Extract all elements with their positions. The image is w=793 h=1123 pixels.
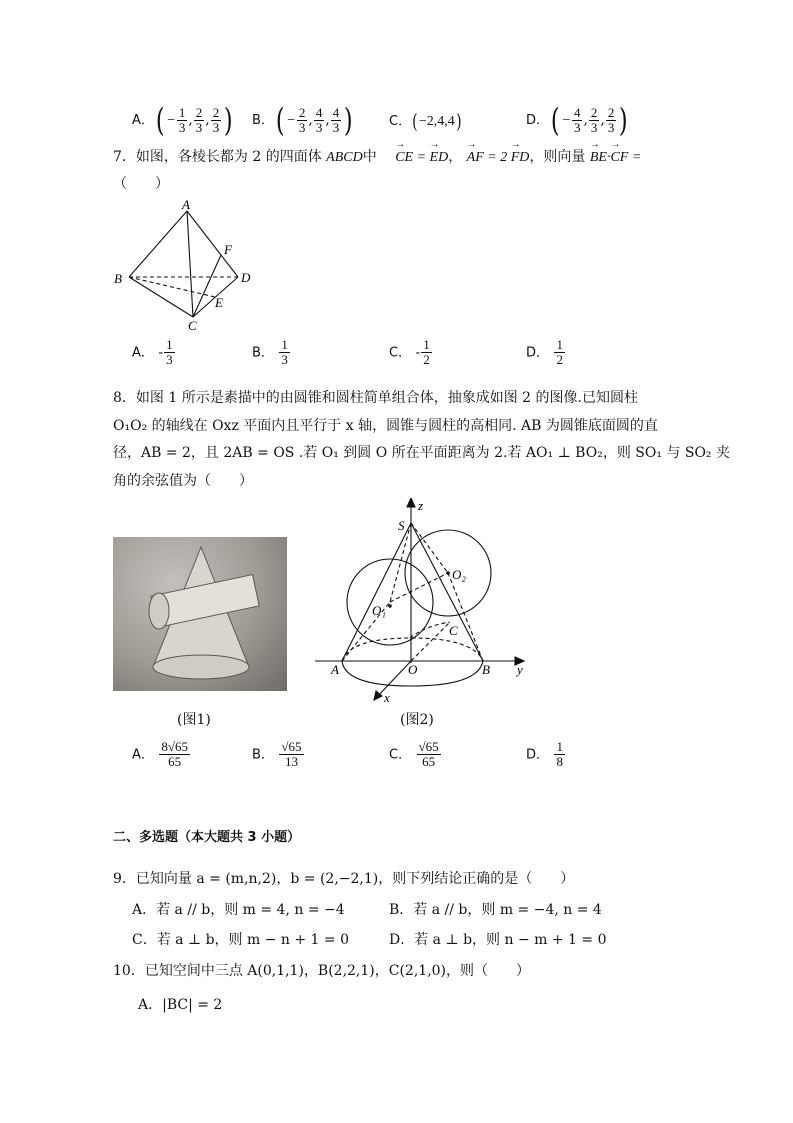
q8-option-d: D． $\frac{1}{8}$	[526, 739, 563, 769]
q7-option-c: C． - $\frac{1}{2}$	[389, 337, 430, 367]
q8-fig2-label-x: x	[384, 690, 390, 705]
q9-option-c: C．若 a ⊥ b，则 m − n + 1 = 0	[132, 932, 349, 948]
q10-option-a: A．|BC| = 2	[138, 997, 223, 1013]
q8-line3: 径，AB = 2，且 2AB = OS .若 O₁ 到圆 O 所在平面距离为 2.若 AO₁ ⊥ BO₂，则 SO₁ 与 SO₂ 夹	[113, 445, 730, 461]
q8-figure1-shapes	[113, 537, 287, 691]
q8-figure2-diagram	[310, 498, 540, 710]
q6-option-c: C．(−2,4,4)	[389, 109, 462, 133]
q8-option-b: B． $\frac{√65}{13}$	[252, 739, 302, 769]
q8-fig2-label-z: z	[418, 498, 424, 513]
q7-cond2: → AF = 2 → FD	[467, 150, 530, 165]
q7-label-c: C	[188, 318, 197, 333]
q9-option-b: B．若 a // b，则 m = −4, n = 4	[389, 902, 602, 918]
q9-option-a: A．若 a // b，则 m = 4, n = −4	[132, 902, 345, 918]
q8-fig2-label-o1: O₁	[372, 603, 386, 618]
q7-label-b: B	[114, 271, 122, 286]
q7-expr: → BE·→ CF =	[590, 150, 641, 165]
q8-fig1-caption: (图1)	[177, 712, 211, 728]
q7-option-b: B． $\frac{1}{3}$	[252, 337, 288, 367]
q7-stem: 7．如图，各棱长都为 2 的四面体 ABCD中 → CE = → ED， → AF = 2 → FD，则向量 → BE·→ CF =	[113, 146, 641, 166]
q8-fig2-label-s: S	[398, 518, 405, 533]
q8-fig2-label-y: y	[517, 662, 523, 677]
q9-stem: 9．已知向量 a = (m,n,2)，b = (2,−2,1)，则下列结论正确的是（ ）	[113, 871, 575, 887]
q7-suffix: ，则向量	[529, 149, 586, 165]
q10-stem: 10．已知空间中三点 A(0,1,1)，B(2,2,1)，C(2,1,0)，则（ ）	[113, 963, 531, 979]
q8-line4: 角的余弦值为（ ）	[113, 473, 253, 489]
q7-in: 中	[362, 149, 377, 165]
q7-label-e: E	[215, 295, 223, 310]
q7-label-f: F	[224, 242, 232, 257]
q6-option-b: B．( − $\frac{2}{3}$ , $\frac{4}{3}$ , $\frac{4}{3}$ )	[252, 101, 353, 139]
q7-option-d: D． $\frac{1}{2}$	[526, 337, 563, 367]
q7-tetrahedron-figure	[108, 196, 268, 336]
q9-option-d: D．若 a ⊥ b，则 n − m + 1 = 0	[389, 932, 607, 948]
q7-blank: （ ）	[113, 176, 169, 192]
section-2-heading: 二、多选题（本大题共 3 小题）	[113, 830, 301, 845]
q8-line1: 8．如图 1 所示是素描中的由圆锥和圆柱简单组合体，抽象成如图 2 的图像.已知圆柱	[113, 390, 638, 406]
q7-label-a: A	[182, 197, 190, 212]
q6-option-c-value: −2,4,4	[418, 114, 455, 129]
q8-figure1-sketch-photo	[113, 537, 287, 691]
q6-option-c-letter: C．	[389, 114, 412, 129]
q7-tetra: ABCD	[326, 150, 363, 165]
q7-label-d: D	[241, 270, 251, 285]
q8-fig2-label-b: B	[482, 662, 490, 677]
q7-stem-prefix: 7．如图，各棱长都为 2 的四面体	[113, 149, 322, 165]
q8-fig2-label-o2: O₂	[452, 567, 466, 582]
q8-fig2-label-a: A	[331, 662, 339, 677]
q7-cond1: → CE = → ED	[395, 150, 448, 165]
q7-option-a: A． - $\frac{1}{3}$	[132, 337, 173, 367]
q8-fig2-label-o: O	[408, 662, 418, 677]
q8-fig2-caption: (图2)	[400, 712, 434, 728]
q8-fig2-label-c: C	[449, 623, 458, 638]
q8-option-a: A． $\frac{8√65}{65}$	[132, 739, 188, 769]
q8-option-c: C． $\frac{√65}{65}$	[389, 739, 439, 769]
q8-line2: O₁O₂ 的轴线在 Oxz 平面内且平行于 x 轴，圆锥与圆柱的高相同. AB 为圆锥底面圆的直	[113, 418, 658, 434]
q6-option-d: D．( − $\frac{4}{3}$ , $\frac{2}{3}$ , $\frac{2}{3}$ )	[526, 101, 628, 139]
q6-option-a: A．( − $\frac{1}{3}$ , $\frac{2}{3}$ , $\frac{2}{3}$ )	[132, 101, 233, 139]
